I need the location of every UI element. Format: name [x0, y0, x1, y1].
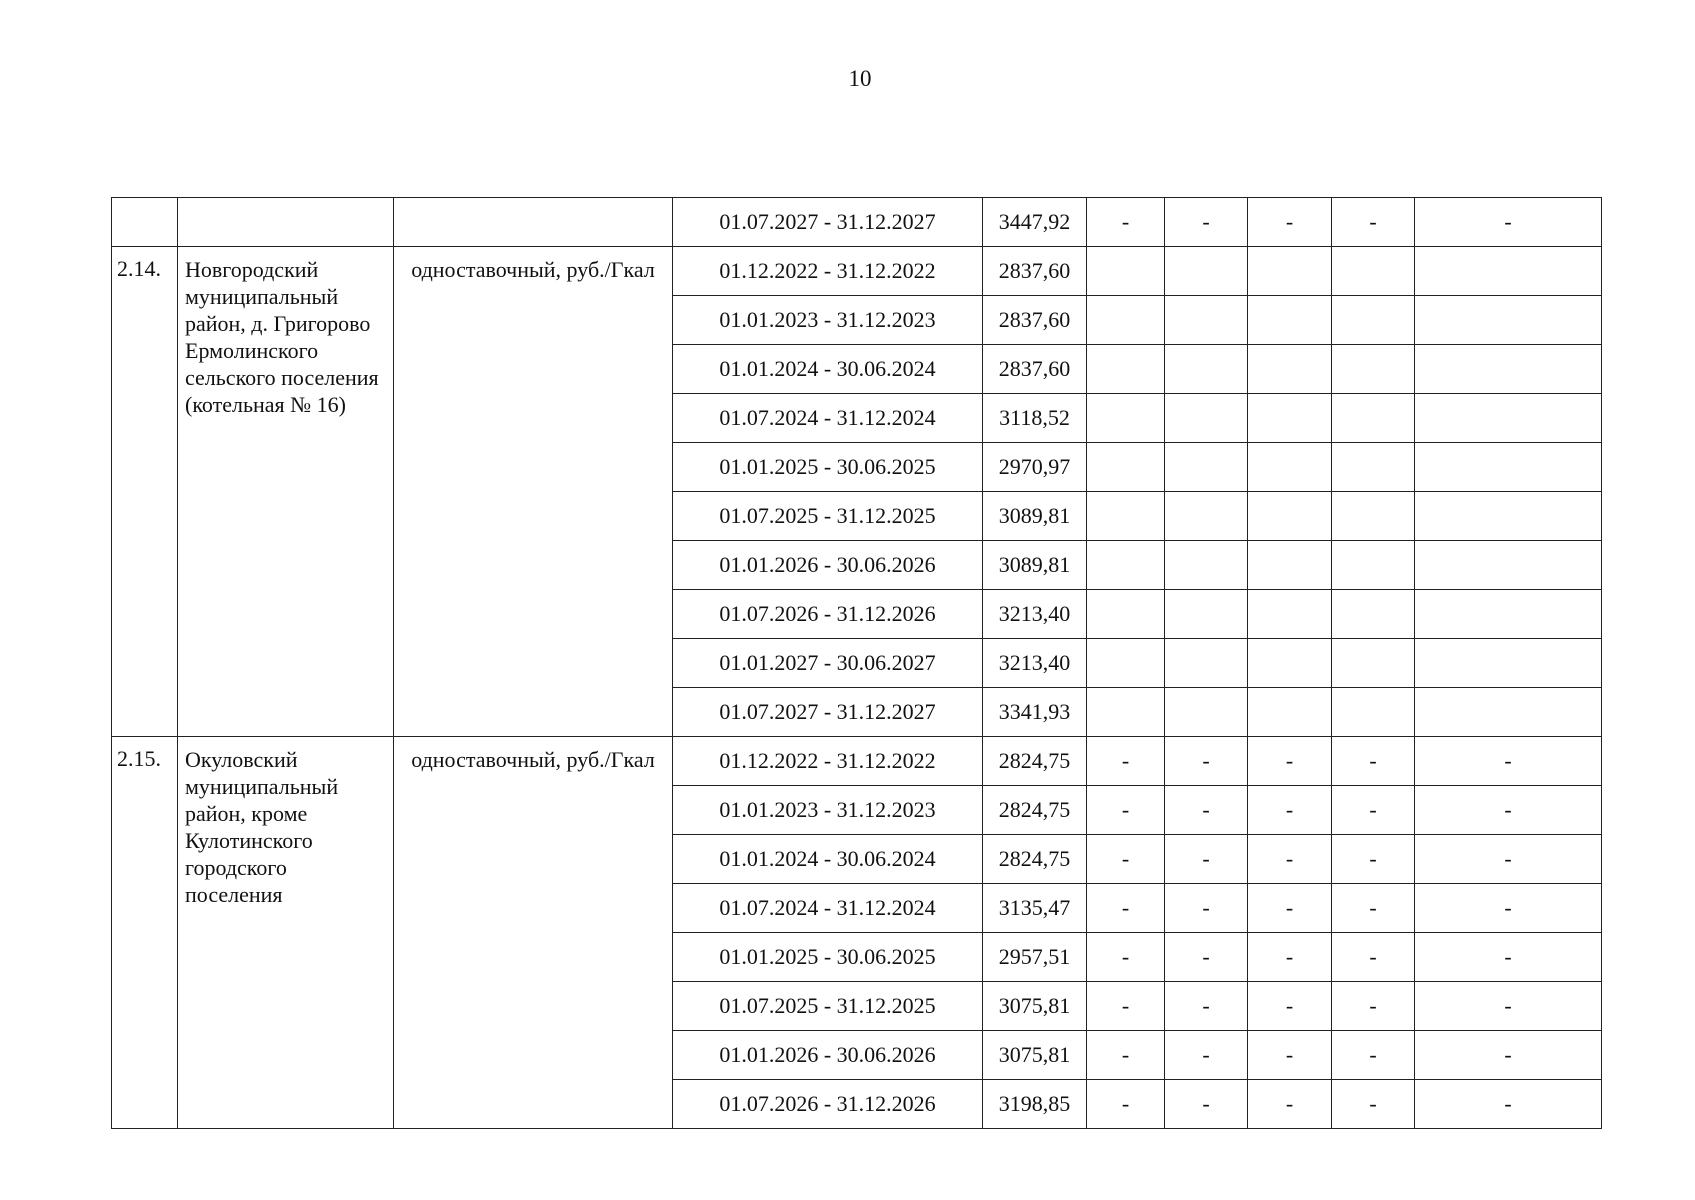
empty-cell — [1087, 541, 1165, 590]
period-cell: 01.07.2026 - 31.12.2026 — [673, 590, 983, 639]
empty-cell — [1248, 247, 1332, 296]
empty-value-cell: - — [1087, 1031, 1165, 1080]
tariff-value-cell: 3075,81 — [983, 1031, 1087, 1080]
empty-cell — [1415, 590, 1602, 639]
page-number: 10 — [848, 66, 872, 91]
empty-value-cell: - — [1248, 884, 1332, 933]
empty-cell — [1165, 541, 1248, 590]
empty-cell — [1415, 688, 1602, 737]
tariff-value-cell: 2837,60 — [983, 247, 1087, 296]
empty-value-cell: - — [1087, 933, 1165, 982]
tariff-value-cell: 2824,75 — [983, 786, 1087, 835]
empty-value-cell: - — [1332, 198, 1415, 247]
empty-cell — [1415, 541, 1602, 590]
period-cell: 01.07.2027 - 31.12.2027 — [673, 688, 983, 737]
period-cell: 01.12.2022 - 31.12.2022 — [673, 247, 983, 296]
empty-cell — [1165, 394, 1248, 443]
period-cell: 01.07.2025 - 31.12.2025 — [673, 982, 983, 1031]
empty-value-cell: - — [1332, 1031, 1415, 1080]
empty-cell — [1248, 296, 1332, 345]
tariff-type: одноставочный, руб./Гкал — [394, 737, 673, 1129]
empty-value-cell: - — [1415, 737, 1602, 786]
empty-value-cell: - — [1165, 1031, 1248, 1080]
empty-value-cell: - — [1332, 786, 1415, 835]
period-cell: 01.01.2026 - 30.06.2026 — [673, 541, 983, 590]
empty-cell — [1165, 247, 1248, 296]
period-cell: 01.01.2023 - 31.12.2023 — [673, 786, 983, 835]
empty-value-cell: - — [1087, 786, 1165, 835]
period-cell: 01.01.2024 - 30.06.2024 — [673, 345, 983, 394]
empty-value-cell: - — [1415, 884, 1602, 933]
period-cell: 01.01.2025 - 30.06.2025 — [673, 443, 983, 492]
empty-value-cell: - — [1165, 982, 1248, 1031]
empty-cell — [1332, 247, 1415, 296]
empty-value-cell: - — [1415, 198, 1602, 247]
tariff-value-cell: 3089,81 — [983, 541, 1087, 590]
empty-cell — [1332, 345, 1415, 394]
empty-cell — [1165, 590, 1248, 639]
tariff-type: одноставочный, руб./Гкал — [394, 247, 673, 737]
tariff-value-cell: 3135,47 — [983, 884, 1087, 933]
empty-cell — [1415, 247, 1602, 296]
area-name: Окуловский муниципальный район, кроме Кулотинского городского поселения — [178, 737, 394, 1129]
empty-value-cell: - — [1415, 1031, 1602, 1080]
period-cell: 01.12.2022 - 31.12.2022 — [673, 737, 983, 786]
tariff-value-cell: 2824,75 — [983, 737, 1087, 786]
empty-value-cell: - — [1332, 1080, 1415, 1129]
period-cell: 01.01.2024 - 30.06.2024 — [673, 835, 983, 884]
tariff-value-cell: 2824,75 — [983, 835, 1087, 884]
empty-cell — [1415, 639, 1602, 688]
empty-cell — [1415, 394, 1602, 443]
empty-value-cell: - — [1248, 737, 1332, 786]
period-cell: 01.07.2025 - 31.12.2025 — [673, 492, 983, 541]
empty-value-cell: - — [1332, 835, 1415, 884]
empty-value-cell: - — [1415, 786, 1602, 835]
tariff-value-cell: 2837,60 — [983, 296, 1087, 345]
empty-cell — [1087, 492, 1165, 541]
empty-cell — [1415, 296, 1602, 345]
empty-value-cell: - — [1248, 835, 1332, 884]
empty-value-cell: - — [1087, 737, 1165, 786]
empty-cell — [1415, 492, 1602, 541]
tariff-value-cell: 3089,81 — [983, 492, 1087, 541]
tariff-value-cell: 3447,92 — [983, 198, 1087, 247]
empty-cell — [1087, 688, 1165, 737]
tariff-value-cell: 2970,97 — [983, 443, 1087, 492]
empty-cell — [1165, 443, 1248, 492]
empty-cell — [1248, 443, 1332, 492]
empty-cell — [1332, 688, 1415, 737]
empty-value-cell: - — [1332, 982, 1415, 1031]
empty-value-cell: - — [1248, 1080, 1332, 1129]
empty-cell — [1332, 639, 1415, 688]
empty-cell — [1087, 296, 1165, 345]
number-cell — [112, 198, 178, 247]
empty-cell — [1087, 247, 1165, 296]
empty-cell — [1332, 443, 1415, 492]
empty-value-cell: - — [1087, 835, 1165, 884]
empty-cell — [1165, 688, 1248, 737]
empty-cell — [1415, 345, 1602, 394]
tariff-value-cell: 2837,60 — [983, 345, 1087, 394]
empty-value-cell: - — [1165, 835, 1248, 884]
empty-cell — [1087, 394, 1165, 443]
tariff-type-cell — [394, 198, 673, 247]
empty-cell — [1087, 345, 1165, 394]
tariff-value-cell: 3213,40 — [983, 590, 1087, 639]
empty-value-cell: - — [1415, 835, 1602, 884]
area-cell — [178, 198, 394, 247]
empty-value-cell: - — [1415, 933, 1602, 982]
table-row — [112, 247, 1602, 296]
empty-value-cell: - — [1165, 786, 1248, 835]
period-cell: 01.07.2026 - 31.12.2026 — [673, 1080, 983, 1129]
empty-cell — [1165, 296, 1248, 345]
period-cell: 01.07.2027 - 31.12.2027 — [673, 198, 983, 247]
empty-value-cell: - — [1165, 933, 1248, 982]
empty-value-cell: - — [1415, 1080, 1602, 1129]
empty-value-cell: - — [1087, 982, 1165, 1031]
table-row — [112, 198, 1602, 247]
tariff-value-cell: 3075,81 — [983, 982, 1087, 1031]
tariff-value-cell: 2957,51 — [983, 933, 1087, 982]
empty-value-cell: - — [1248, 786, 1332, 835]
period-cell: 01.07.2024 - 31.12.2024 — [673, 884, 983, 933]
empty-value-cell: - — [1332, 884, 1415, 933]
row-number: 2.15. — [112, 737, 178, 1129]
empty-value-cell: - — [1248, 1031, 1332, 1080]
period-cell: 01.01.2023 - 31.12.2023 — [673, 296, 983, 345]
empty-value-cell: - — [1087, 884, 1165, 933]
tariff-value-cell: 3341,93 — [983, 688, 1087, 737]
empty-value-cell: - — [1087, 198, 1165, 247]
empty-value-cell: - — [1165, 737, 1248, 786]
empty-cell — [1165, 492, 1248, 541]
area-name: Новгородский муниципальный район, д. Григорово Ермолинского сельского поселения (котельная № 16) — [178, 247, 394, 737]
empty-cell — [1248, 394, 1332, 443]
empty-value-cell: - — [1165, 884, 1248, 933]
empty-value-cell: - — [1415, 982, 1602, 1031]
empty-cell — [1087, 639, 1165, 688]
empty-cell — [1332, 590, 1415, 639]
empty-value-cell: - — [1332, 933, 1415, 982]
empty-cell — [1248, 345, 1332, 394]
period-cell: 01.01.2026 - 30.06.2026 — [673, 1031, 983, 1080]
empty-cell — [1165, 639, 1248, 688]
empty-cell — [1332, 541, 1415, 590]
empty-cell — [1087, 590, 1165, 639]
empty-value-cell: - — [1248, 982, 1332, 1031]
empty-value-cell: - — [1165, 1080, 1248, 1129]
empty-cell — [1248, 492, 1332, 541]
empty-value-cell: - — [1332, 737, 1415, 786]
period-cell: 01.01.2027 - 30.06.2027 — [673, 639, 983, 688]
period-cell: 01.01.2025 - 30.06.2025 — [673, 933, 983, 982]
tariff-value-cell: 3198,85 — [983, 1080, 1087, 1129]
empty-value-cell: - — [1087, 1080, 1165, 1129]
empty-value-cell: - — [1248, 933, 1332, 982]
empty-cell — [1332, 394, 1415, 443]
empty-cell — [1332, 296, 1415, 345]
empty-value-cell: - — [1165, 198, 1248, 247]
empty-cell — [1248, 590, 1332, 639]
tariff-table — [111, 197, 1602, 1129]
empty-cell — [1415, 443, 1602, 492]
tariff-value-cell: 3213,40 — [983, 639, 1087, 688]
empty-cell — [1332, 492, 1415, 541]
empty-cell — [1248, 541, 1332, 590]
empty-cell — [1248, 639, 1332, 688]
empty-cell — [1165, 345, 1248, 394]
empty-cell — [1087, 443, 1165, 492]
table-row — [112, 737, 1602, 786]
tariff-value-cell: 3118,52 — [983, 394, 1087, 443]
empty-value-cell: - — [1248, 198, 1332, 247]
empty-cell — [1248, 688, 1332, 737]
period-cell: 01.07.2024 - 31.12.2024 — [673, 394, 983, 443]
row-number: 2.14. — [112, 247, 178, 737]
